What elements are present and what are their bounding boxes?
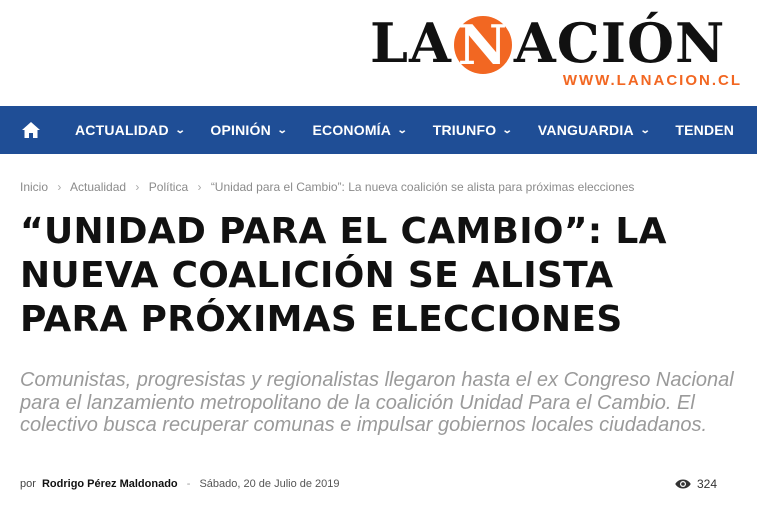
nav-item-actualidad[interactable]: [62, 106, 197, 154]
by-label: por: [20, 478, 36, 490]
view-count-value: 324: [696, 477, 717, 491]
chevron-down-icon: ⌄: [396, 124, 408, 136]
nav-item-label: TENDEN: [675, 122, 735, 138]
breadcrumb-inicio[interactable]: Inicio: [20, 180, 49, 194]
title-line-3: PARA PRÓXIMAS ELECCIONES: [20, 299, 623, 340]
article-meta: [20, 478, 340, 490]
nav-item-label: TRIUNFO: [432, 122, 497, 138]
breadcrumb-actualidad[interactable]: Actualidad: [70, 180, 127, 194]
breadcrumb-current: “Unidad para el Cambio”: La nueva coalición se alista para próximas elecciones: [210, 180, 635, 194]
chevron-down-icon: ⌄: [502, 124, 514, 136]
view-count: [675, 477, 717, 491]
breadcrumb-separator: ›: [197, 180, 202, 194]
nav-item-vanguardia[interactable]: [525, 106, 662, 154]
eye-icon: [675, 479, 691, 489]
nav-item-opinion[interactable]: [197, 106, 299, 154]
article-subtitle: Comunistas, progresistas y regionalistas llegaron hasta el ex Congreso Nacional para el lanzamiento metropolitano de la coalición Unidad Para el Cambio. El colectivo busca recuperar comunas e impulsar gobiernos locales ciudadanos.: [20, 369, 734, 436]
chevron-down-icon: ⌄: [276, 124, 288, 136]
nav-item-tendencias[interactable]: [662, 106, 747, 154]
publish-date: Sábado, 20 de Julio de 2019: [199, 478, 340, 490]
nav-home-button[interactable]: [0, 106, 62, 154]
meta-dash: -: [186, 478, 191, 490]
chevron-down-icon: ⌄: [639, 124, 651, 136]
logo-n-badge: [454, 13, 512, 77]
author-link[interactable]: Rodrigo Pérez Maldonado: [41, 478, 178, 490]
nav-item-economia[interactable]: [299, 106, 419, 154]
nav-item-label: OPINIÓN: [210, 122, 271, 138]
title-line-2: NUEVA COALICIÓN SE ALISTA: [20, 255, 614, 296]
home-icon: [21, 121, 41, 139]
logo-wordmark: [370, 11, 726, 77]
logo-prefix: LA: [370, 11, 452, 75]
breadcrumb-separator: ›: [57, 180, 62, 194]
main-nav: [0, 106, 757, 154]
logo-n-letter: N: [457, 13, 509, 77]
breadcrumb: [20, 180, 634, 194]
article-title: [20, 210, 720, 342]
logo-url: WWW.LANACION.CL: [562, 72, 742, 89]
breadcrumb-separator: ›: [135, 180, 140, 194]
site-logo[interactable]: [370, 12, 750, 94]
nav-item-label: VANGUARDIA: [537, 122, 634, 138]
nav-item-label: ACTUALIDAD: [75, 122, 169, 138]
nav-item-label: ECONOMÍA: [312, 122, 392, 138]
chevron-down-icon: ⌄: [174, 124, 186, 136]
nav-item-triunfo[interactable]: [420, 106, 525, 154]
title-line-1: “UNIDAD PARA EL CAMBIO”: LA: [20, 211, 667, 252]
logo-suffix: ACIÓN: [513, 11, 726, 75]
breadcrumb-politica[interactable]: Política: [148, 180, 189, 194]
